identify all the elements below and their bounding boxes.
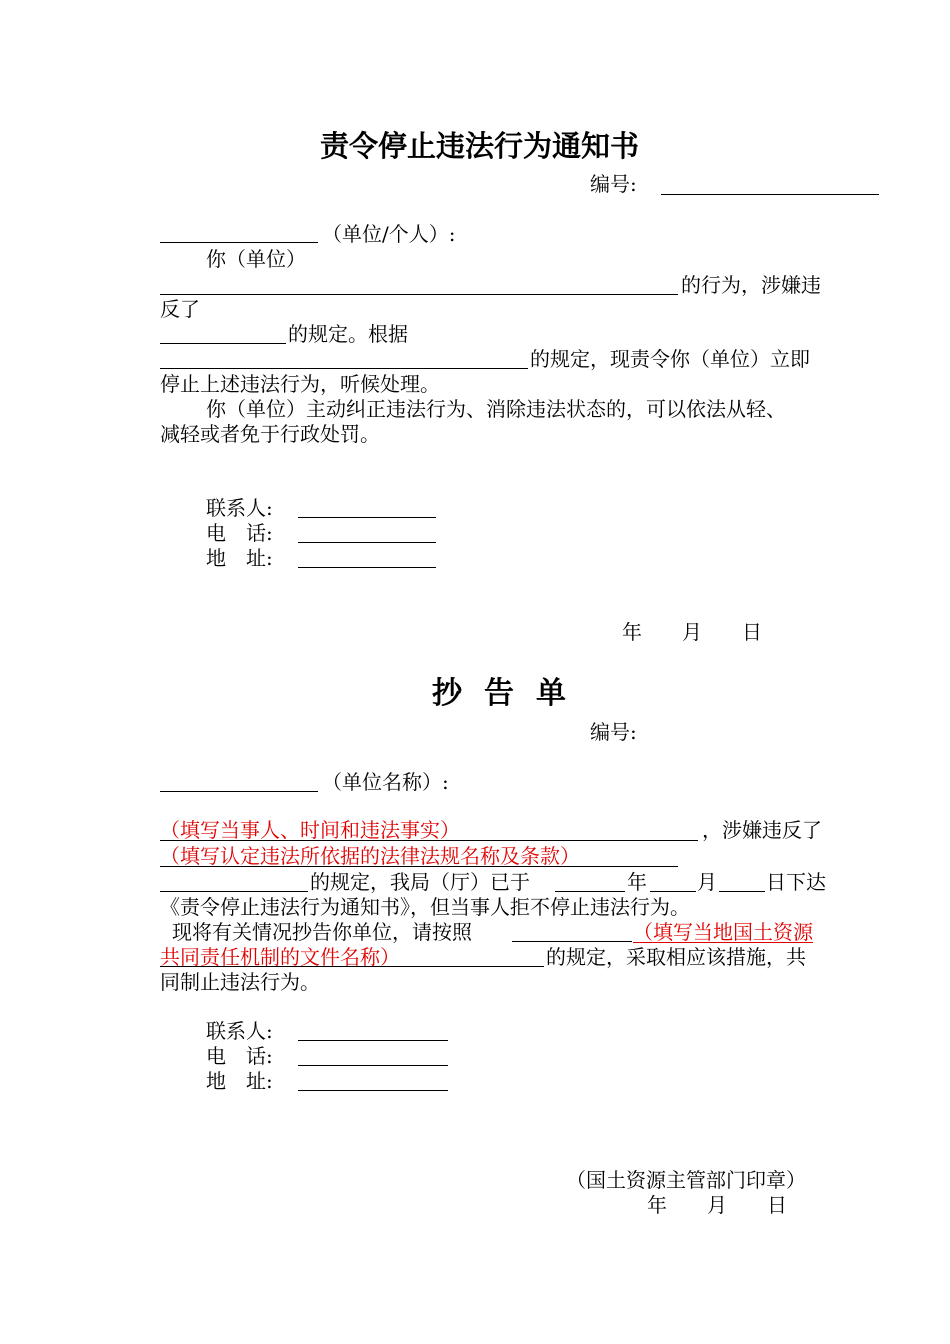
notice-basis-line[interactable] xyxy=(160,368,528,369)
report-title: 抄告单 xyxy=(432,676,588,711)
notice-line8: 减轻或者免于行政处罚。 xyxy=(160,422,380,446)
report-line1-suffix: ，涉嫌违反了 xyxy=(702,818,822,842)
report-doc-line2[interactable] xyxy=(160,966,544,967)
notice-address-label: 地 址: xyxy=(206,546,273,570)
report-contact-label: 联系人: xyxy=(206,1019,273,1043)
report-line4: 《责令停止违法行为通知书》，但当事人拒不停止违法行为。 xyxy=(160,895,690,919)
report-address-label: 地 址: xyxy=(206,1069,273,1093)
notice-number-line[interactable] xyxy=(661,194,879,195)
notice-phone-label: 电 话: xyxy=(206,521,273,545)
notice-contact-line[interactable] xyxy=(298,517,436,518)
report-address-line[interactable] xyxy=(298,1090,448,1091)
report-number-label: 编号: xyxy=(590,720,637,744)
report-addressee-suffix: （单位名称）: xyxy=(322,770,449,794)
notice-address-line[interactable] xyxy=(298,567,436,568)
report-hint-law: （填写认定违法所依据的法律法规名称及条款） xyxy=(160,844,580,868)
report-phone-line[interactable] xyxy=(298,1065,448,1066)
report-law-line[interactable] xyxy=(160,866,678,867)
report-hint-doc-a: （填写当地国土资源 xyxy=(633,920,813,944)
notice-line7: 你（单位）主动纠正违法行为、消除违法状态的，可以依法从轻、 xyxy=(206,397,786,421)
report-seal: （国土资源主管部门印章） xyxy=(566,1168,806,1192)
notice-line4-suffix: 的规定。根据 xyxy=(288,322,408,346)
report-line7: 同制止违法行为。 xyxy=(160,970,320,994)
report-doc-line[interactable] xyxy=(512,941,632,942)
notice-line6: 停止上述违法行为，听候处理。 xyxy=(160,372,440,396)
notice-title: 责令停止违法行为通知书 xyxy=(320,129,640,163)
report-year-line[interactable] xyxy=(555,891,625,892)
report-line3-text: 的规定，我局（厅）已于 xyxy=(310,870,530,894)
notice-addressee-suffix: （单位/个人）: xyxy=(322,222,456,246)
notice-number-label: 编号: xyxy=(590,172,637,196)
report-month-line[interactable] xyxy=(650,891,696,892)
report-contact-line[interactable] xyxy=(298,1040,448,1041)
report-fact-line[interactable] xyxy=(160,840,698,841)
report-month-label: 月 xyxy=(697,870,717,894)
notice-fact-line[interactable] xyxy=(160,294,678,295)
report-addressee-line[interactable] xyxy=(160,791,318,792)
report-date: 年 月 日 xyxy=(647,1193,787,1217)
report-hint-fact: （填写当事人、时间和违法事实） xyxy=(160,818,460,842)
notice-law-line[interactable] xyxy=(160,343,286,344)
notice-line5-suffix: 的规定，现责令你（单位）立即 xyxy=(530,347,810,371)
notice-contact-label: 联系人: xyxy=(206,496,273,520)
report-line6-suffix: 的规定，采取相应该措施，共 xyxy=(546,945,806,969)
report-day-line[interactable] xyxy=(719,891,765,892)
report-year-label: 年 xyxy=(627,870,647,894)
notice-line2-suffix: 的行为，涉嫌违 xyxy=(681,273,821,297)
report-phone-label: 电 话: xyxy=(206,1044,273,1068)
notice-addressee-line[interactable] xyxy=(160,242,318,243)
report-line5-prefix: 现将有关情况抄告你单位，请按照 xyxy=(172,920,472,944)
report-day-label: 日下达 xyxy=(766,870,826,894)
report-hint-doc-b: 共同责任机制的文件名称） xyxy=(160,945,400,969)
notice-line1: 你（单位） xyxy=(206,247,306,271)
notice-line3: 反了 xyxy=(160,297,200,321)
report-law2-line[interactable] xyxy=(160,891,308,892)
notice-phone-line[interactable] xyxy=(298,542,436,543)
notice-date: 年 月 日 xyxy=(622,620,762,644)
